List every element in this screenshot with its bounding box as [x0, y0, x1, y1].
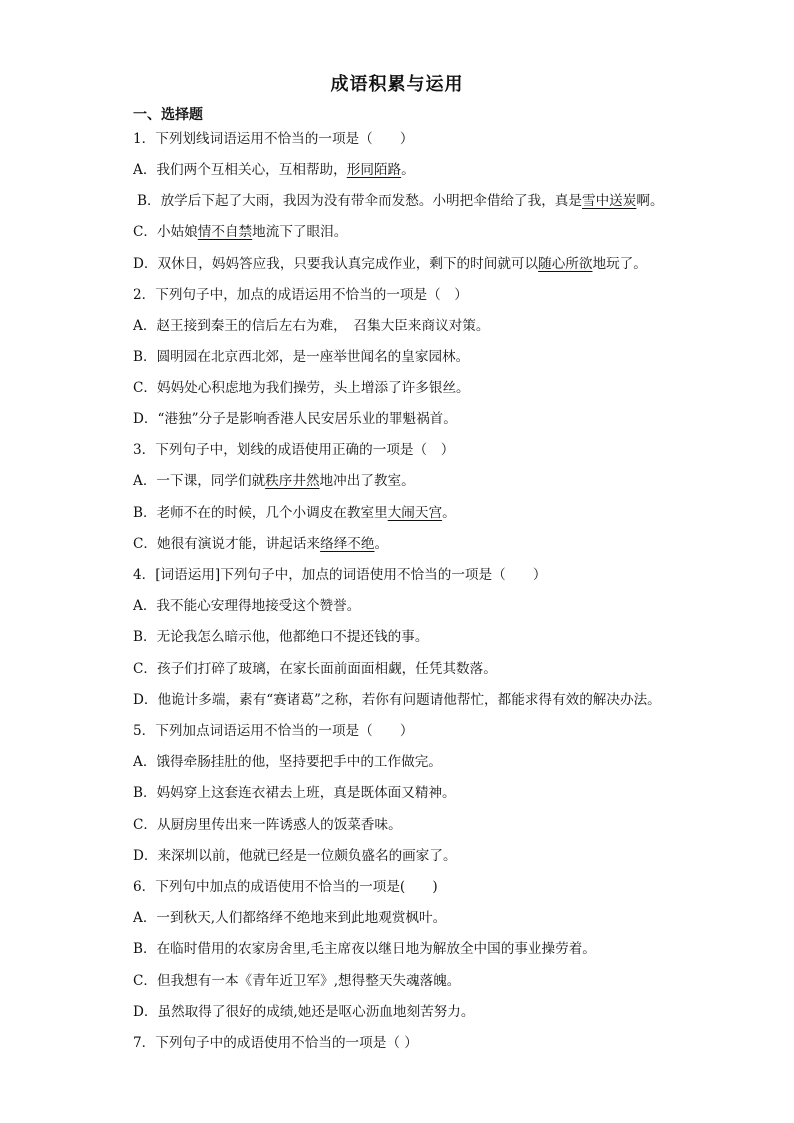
answer-option: [133, 502, 456, 524]
text-segment: D．虽然取得了很好的成绩,她还是呕心沥血地刻苦努力。: [133, 1004, 475, 1020]
text-segment: D．来深圳以前，他就已经是一位颇负盛名的画家了。: [133, 848, 457, 864]
text-segment: B．圆明园在北京西北郊，是一座举世闻名的皇家园林。: [133, 349, 470, 365]
question-stem: [133, 439, 454, 461]
answer-option: [133, 1001, 474, 1023]
text-segment: A．一到秋天,人们都络绎不绝地来到此地观赏枫叶。: [133, 910, 447, 926]
text-segment: 7．下列句子中的成语使用不恰当的一项是（ ）: [133, 1035, 418, 1051]
answer-option: [133, 159, 415, 181]
underlined-idiom: 随心所欲: [538, 256, 593, 272]
text-segment: B．无论我怎么暗示他，他都绝口不提还钱的事。: [133, 629, 429, 645]
answer-option: [133, 626, 428, 648]
answer-option: [133, 377, 470, 399]
text-segment: A．赵王接到秦王的信后左右为难， 召集大臣来商议对策。: [133, 318, 490, 334]
answer-option: [133, 533, 388, 555]
underlined-idiom: 大闹天宫: [387, 505, 443, 521]
underlined-idiom: 形同陌路: [346, 162, 402, 178]
text-segment: 6．下列句中加点的成语使用不恰当的一项是( ): [133, 879, 438, 895]
answer-option: [133, 689, 661, 711]
underlined-idiom: 雪中送炭: [582, 193, 637, 209]
text-segment: D．他诡计多端，素有“赛诸葛”之称，若你有问题请他帮忙，都能求得有效的解决办法。: [133, 692, 661, 708]
text-segment: 5．下列加点词语运用不恰当的一项是（ ）: [133, 723, 414, 739]
question-stem: [133, 1032, 418, 1054]
text-segment: B．妈妈穿上这套连衣裙去上班，真是既体面又精神。: [133, 785, 456, 801]
answer-option: [133, 907, 446, 929]
underlined-idiom: 情不自禁: [197, 224, 253, 240]
answer-option: [133, 346, 469, 368]
answer-option: [133, 595, 360, 617]
text-segment: 地流下了眼泪。: [252, 224, 348, 240]
text-segment: D．“港独”分子是影响香港人民安居乐业的罪魁祸首。: [133, 411, 457, 427]
text-segment: C．但我想有一本《青年近卫军》,想得整天失魂落魄。: [133, 973, 461, 989]
text-segment: A．我不能心安理得地接受这个赞誉。: [133, 598, 361, 614]
text-segment: 地冲出了教室。: [319, 473, 415, 489]
answer-option: [137, 190, 664, 212]
text-segment: C．小姑娘: [133, 224, 198, 240]
text-segment: A．饿得牵肠挂肚的他，坚持要把手中的工作做完。: [133, 754, 442, 770]
answer-option: [133, 938, 596, 960]
question-stem: [133, 284, 468, 306]
answer-option: [133, 658, 497, 680]
answer-option: [133, 782, 456, 804]
text-segment: 2．下列句子中，加点的成语运用不恰当的一项是（ ）: [133, 287, 468, 303]
text-segment: A．我们两个互相关心，互相帮助，: [133, 162, 347, 178]
text-segment: D．双休日，妈妈答应我，只要我认真完成作业，剩下的时间就可以: [133, 256, 539, 272]
text-segment: 啊。: [636, 193, 664, 209]
answer-option: [133, 315, 489, 337]
text-segment: 地玩了。: [592, 256, 647, 272]
question-stem: [133, 720, 414, 742]
page-title: 成语积累与运用: [330, 74, 464, 95]
text-segment: 3．下列句子中，划线的成语使用正确的一项是（ ）: [133, 442, 455, 458]
text-segment: B．老师不在的时候，几个小调皮在教室里: [133, 505, 388, 521]
text-segment: B．放学后下起了大雨，我因为没有带伞而发愁。小明把伞借给了我，真是: [137, 193, 582, 209]
question-stem: [133, 876, 438, 898]
underlined-idiom: 秩序井然: [265, 473, 320, 489]
answer-option: [133, 970, 460, 992]
answer-option: [133, 814, 402, 836]
answer-option: [133, 253, 647, 275]
text-segment: 。: [374, 536, 389, 552]
answer-option: [133, 845, 457, 867]
text-segment: C．孩子们打碎了玻璃，在家长面前面面相觑，任凭其数落。: [133, 661, 497, 677]
section-heading: 一、选择题: [133, 107, 203, 123]
text-segment: 1．下列划线词语运用不恰当的一项是（ ）: [133, 131, 414, 147]
question-stem: [133, 128, 414, 150]
text-segment: C．她很有演说才能，讲起话来: [133, 536, 321, 552]
answer-option: [133, 221, 347, 243]
text-segment: 4．[词语运用]下列句子中，加点的词语使用不恰当的一项是（ ）: [133, 567, 547, 583]
text-segment: C．从厨房里传出来一阵诱惑人的饭菜香味。: [133, 817, 402, 833]
text-segment: C．妈妈处心积虑地为我们操劳，头上增添了许多银丝。: [133, 380, 470, 396]
underlined-idiom: 络绎不绝: [320, 536, 375, 552]
answer-option: [133, 408, 457, 430]
answer-option: [133, 751, 442, 773]
text-segment: 。: [401, 162, 415, 178]
text-segment: A．一下课，同学们就: [133, 473, 266, 489]
text-segment: 。: [442, 505, 456, 521]
answer-option: [133, 470, 415, 492]
text-segment: B．在临时借用的农家房舍里,毛主席夜以继日地为解放全中国的事业操劳着。: [133, 941, 596, 957]
question-stem: [133, 564, 546, 586]
